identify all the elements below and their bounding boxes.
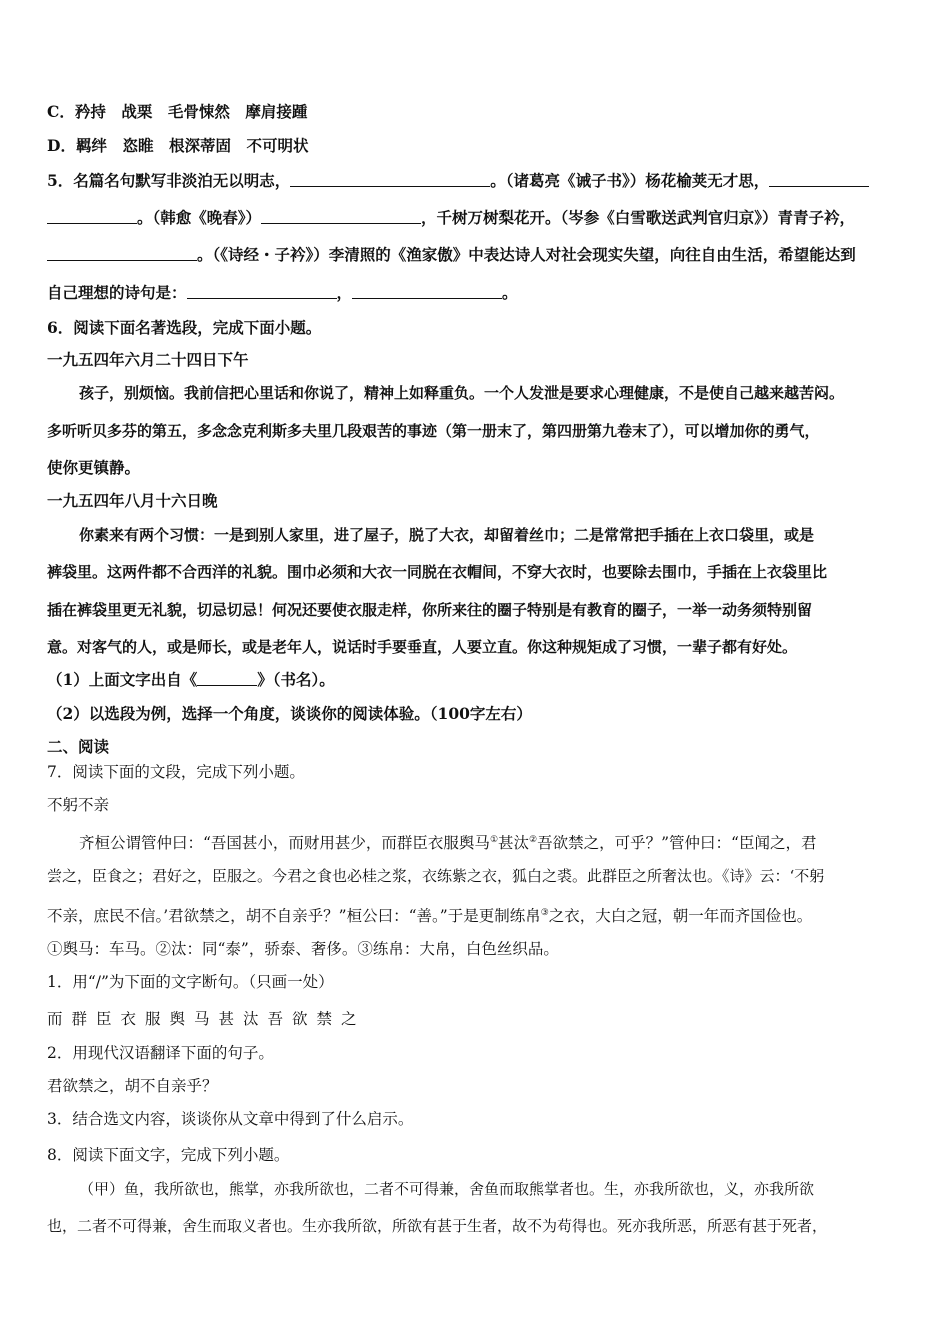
q5-line-4 (47, 283, 906, 303)
q5-text: 。 (502, 283, 518, 302)
q6-sub2: （2）以选段为例，选择一个角度，谈谈你的阅读体验。（100字左右） (47, 704, 532, 723)
q7-sub2: 2．用现代汉语翻译下面的句子。 (47, 1044, 274, 1062)
q4-option-c: C．矜持 战栗 毛骨悚然 摩肩接踵 (47, 102, 308, 121)
q6-para1-line3: 使你更镇静。 (47, 458, 141, 477)
q7-title: 7．阅读下面的文段，完成下列小题。 (47, 763, 305, 781)
footnote-marker: ③ (540, 908, 549, 918)
q7-text: 甚汰 (498, 834, 530, 852)
answer-blank[interactable] (187, 284, 337, 299)
q6-date-1: 一九五四年六月二十四日下午 (47, 350, 249, 369)
answer-blank[interactable] (769, 172, 869, 187)
q7-passage-line2: 尝之，臣食之；君好之，臣服之。今君之食也必桂之浆，衣练紫之衣，狐白之裘。此群臣之所奢汰也。《诗》云：‘不躬 (47, 867, 825, 885)
q5-line-2 (47, 208, 906, 228)
answer-blank[interactable] (261, 209, 421, 224)
q8-passage-line2: 也，二者不可得兼，舍生而取义者也。生亦我所欲，所欲有甚于生者，故不为苟得也。死亦我所恶，所恶有甚于死者， (47, 1217, 828, 1235)
q7-text: 之衣，大白之冠，朝一年而齐国俭也。 (548, 907, 813, 925)
q5-text: ，千树万树梨花开。（岑参《白雪歌送武判官归京》）青青子衿， (421, 208, 856, 227)
q8-title: 8．阅读下面文字，完成下列小题。 (47, 1146, 290, 1164)
q6-para2-line4: 意。对客气的人，或是师长，或是老年人，说话时手要垂直，人要立直。你这种规矩成了习惯，一辈子都有好处。 (47, 638, 798, 656)
q5-line-3 (47, 245, 906, 265)
footnote-marker: ② (529, 835, 538, 845)
q6-date-2: 一九五四年八月十六日晚 (47, 491, 218, 510)
q6-para2-line3: 插在裤袋里更无礼貌，切忌切忌！何况还要使衣服走样，你所来往的圈子特别是有教育的圈子，一举一动务须特别留 (47, 601, 813, 619)
q8-passage-line1: （甲）鱼，我所欲也，熊掌，亦我所欲也，二者不可得兼，舍鱼而取熊掌者也。生，亦我所欲也，义，亦我所欲 (79, 1180, 815, 1198)
q7-text: 齐桓公谓管仲曰：“吾国甚小，而财用甚少，而群臣衣服舆马 (79, 834, 490, 852)
q6-text: 》（书名）。 (257, 670, 335, 689)
q6-para1-line1: 孩子，别烦恼。我前信把心里话和你说了，精神上如释重负。一个人发泄是要求心理健康，不是使自己越来越苦闷。 (79, 384, 845, 402)
section-2-heading: 二、阅读 (47, 737, 110, 756)
q5-text: 。（《诗经・子衿》）李清照的《渔家傲》中表达诗人对社会现实失望，向往自由生活，希望能达到 (197, 245, 856, 264)
q7-text: 不亲，庶民不信。’君欲禁之，胡不自亲乎？”桓公曰：“善。”于是更制练帛 (47, 907, 541, 925)
q7-passage-line3 (47, 903, 906, 926)
answer-blank[interactable] (47, 209, 137, 224)
answer-blank[interactable] (290, 172, 490, 187)
q5-text: 。（诸葛亮《诫子书》）杨花榆荚无才思， (490, 171, 770, 190)
footnote-marker: ① (489, 835, 499, 845)
q7-sub1-text: 而群臣衣服舆马甚汰吾欲禁之 (47, 1010, 366, 1028)
q5-line-1 (47, 171, 906, 191)
q6-para1-line2: 多听听贝多芬的第五，多念念克利斯多夫里几段艰苦的事迹（第一册末了，第四册第九卷末了），可以增加你的勇气， (47, 422, 820, 440)
q6-para2-line2: 裤袋里。这两件都不合西洋的礼貌。围巾必须和大衣一同脱在衣帽间，不穿大衣时，也要除去围巾，手插在上衣袋里比 (47, 563, 828, 581)
answer-blank[interactable] (197, 671, 257, 686)
q7-sub1: 1．用“/”为下面的文字断句。（只画一处） (47, 973, 334, 991)
q6-sub1 (47, 670, 906, 690)
answer-blank[interactable] (47, 246, 197, 261)
q6-para2-line1: 你素来有两个习惯：一是到别人家里，进了屋子，脱了大衣，却留着丝巾；二是常常把手插在上衣口袋里，或是 (79, 526, 815, 544)
q7-passage-heading: 不躬不亲 (47, 796, 110, 814)
answer-blank[interactable] (352, 284, 502, 299)
q5-text: ， (336, 283, 353, 302)
q5-text: 。（韩愈《晚春》） (137, 208, 262, 227)
q7-text: 吾欲禁之，可乎？”管仲曰：“臣闻之，君 (537, 834, 817, 852)
q4-option-d: D．羁绊 恣睢 根深蒂固 不可明状 (47, 136, 309, 155)
q7-sub3: 3．结合选文内容，谈谈你从文章中得到了什么启示。 (47, 1110, 414, 1128)
q5-text: 自己理想的诗句是： (47, 283, 187, 302)
q6-text: （1）上面文字出自《 (47, 670, 198, 689)
q7-passage-line1 (47, 830, 906, 853)
q7-notes: ①舆马：车马。②汰：同“泰”，骄泰、奢侈。③练帛：大帛，白色丝织品。 (47, 940, 559, 958)
q5-text: 5．名篇名句默写非淡泊无以明志， (47, 171, 291, 190)
q7-sub2-text: 君欲禁之，胡不自亲乎？ (47, 1077, 218, 1095)
q6-title: 6．阅读下面名著选段，完成下面小题。 (47, 318, 322, 337)
